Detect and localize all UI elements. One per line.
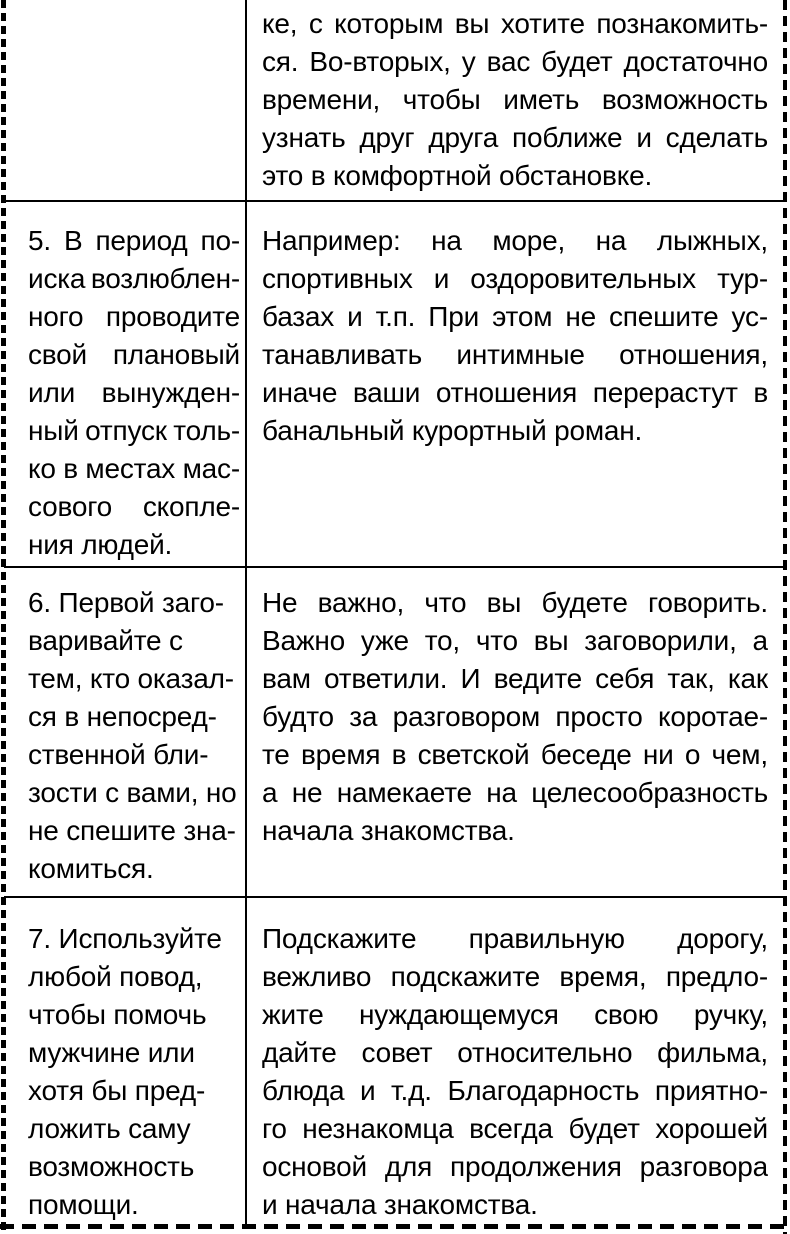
dashed-left-border: [1, 0, 6, 1234]
table-cell-explanation-5: Например: на море, на лыжных, спортивных и оздоровительных тур- базах и т.п. При этом не спешите ус- танавливать интимные отношения, иначе ваши отношения перерастут в банальный курортный роман.: [262, 225, 768, 446]
table-cell-explanation-continued: ке, с которым вы хотите познакомить- ся. Во-вторых, у вас будет достаточно времени, чтобы иметь возможность узнать друг друга поближе и сделать это в комфортной обстановке.: [262, 8, 768, 191]
row-divider-1: [4, 200, 783, 202]
dashed-right-border: [783, 0, 787, 1234]
dashed-bottom-border: [0, 1224, 790, 1229]
row-divider-2: [4, 566, 783, 568]
table-cell-advice-5: 5. В период по- иска возлюблен- ного проводите свой плановый или вынужден- ный отпуск толь- ко в местах мас- сового скопле- ния людей.: [28, 225, 240, 560]
table-cell-explanation-7: Подскажите правильную дорогу, вежливо подскажите время, предло- жите нуждающемуся свою ручку, дайте совет относительно фильма, блюда и т.д. Благодарность приятно- го незнакомца всегда будет хорошей основой для продолжения разговора и начала знакомства.: [262, 923, 768, 1220]
table-column-divider: [245, 0, 247, 1226]
table-cell-advice-7: 7. Используйте любой повод, чтобы помочь мужчине или хотя бы пред- ложить саму возможность помощи.: [28, 923, 222, 1220]
table-cell-explanation-6: Не важно, что вы будете говорить. Важно уже то, что вы заговорили, а вам ответили. И ведите себя так, как будто за разговором просто коротае- те время в светской беседе ни о чем, а не намекаете на целесообразность начала знакомства.: [262, 587, 768, 846]
table-cell-advice-6: 6. Первой заго- варивайте с тем, кто оказал- ся в непосред- ственной бли- зости с вами, но не спешите зна- комиться.: [28, 587, 237, 884]
row-divider-3: [4, 896, 783, 898]
